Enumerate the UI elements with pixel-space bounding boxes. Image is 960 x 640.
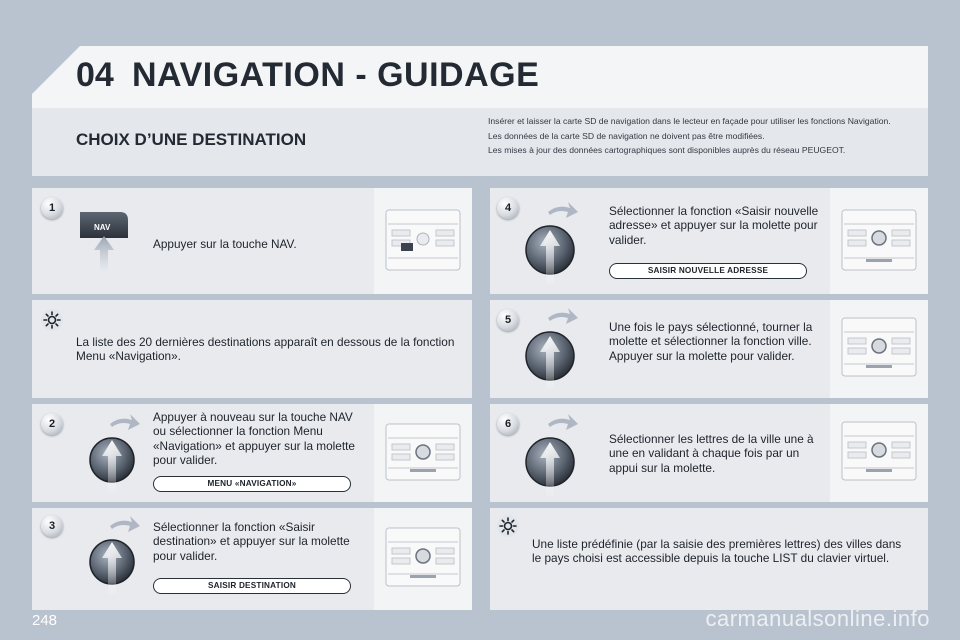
saisir-nouvelle-adresse-label: SAISIR NOUVELLE ADRESSE — [609, 263, 807, 279]
page-title: NAVIGATION - GUIDAGE — [132, 56, 540, 94]
step-number-badge: 3 — [41, 515, 63, 537]
radio-illustration — [374, 508, 472, 610]
rotary-knob-icon — [518, 196, 582, 286]
intro-note — [488, 114, 908, 158]
radio-illustration — [830, 188, 928, 294]
radio-unit-icon — [374, 188, 472, 294]
section-title: CHOIX D’UNE DESTINATION — [76, 130, 307, 149]
chapter-number: 04 — [76, 56, 114, 94]
step-4-text: Sélectionner la fonction «Saisir nouvelle adresse» et appuyer sur la molette pour valider. — [609, 204, 819, 247]
radio-illustration — [374, 404, 472, 502]
step-3-text: Sélectionner la fonction «Saisir destination» et appuyer sur la molette pour valider. — [153, 520, 350, 563]
svg-text:NAV: NAV — [94, 223, 111, 232]
intro-line: Insérer et laisser la carte SD de navigation dans le lecteur en façade pour utiliser les fonctions Navigation. — [488, 116, 891, 126]
step-number-badge: 6 — [497, 413, 519, 435]
radio-illustration — [830, 404, 928, 502]
rotary-knob-icon — [80, 410, 144, 496]
step-number-badge: 4 — [497, 197, 519, 219]
rotary-knob-icon — [80, 512, 144, 598]
rotary-knob-icon — [518, 302, 582, 392]
step-6-text: Sélectionner les lettres de la ville une à une en validant à chaque fois par un appui sur la molette. — [609, 432, 814, 475]
radio-unit-icon — [830, 300, 928, 398]
page-number: 248 — [32, 612, 58, 629]
step-number-badge: 5 — [497, 309, 519, 331]
watermark: carmanualsonline.info — [705, 606, 930, 631]
intro-line: Les mises à jour des données cartographiques sont disponibles auprès du réseau PEUGEOT. — [488, 145, 846, 155]
nav-key-icon — [76, 208, 140, 272]
tip-1-text: La liste des 20 dernières destinations apparaît en dessous de la fonction Menu «Navigation». — [76, 335, 455, 364]
rotary-knob-icon — [518, 408, 582, 498]
radio-unit-icon — [374, 508, 472, 610]
step-2-text: Appuyer à nouveau sur la touche NAV ou sélectionner la fonction Menu «Navigation» et appuyer sur la molette pour valider. — [153, 410, 355, 467]
radio-unit-icon — [830, 188, 928, 294]
step-1-text: Appuyer sur la touche NAV. — [153, 237, 297, 251]
radio-unit-icon — [830, 404, 928, 502]
radio-illustration — [830, 300, 928, 398]
intro-line: Les données de la carte SD de navigation ne doivent pas être modifiées. — [488, 130, 765, 141]
tip-2-text: Une liste prédéfinie (par la saisie des premières lettres) des villes dans le pays choisi est accessible depuis la touche LIST du clavier virtuel. — [532, 537, 902, 566]
tip-lightbulb-icon — [497, 515, 519, 537]
saisir-destination-label: SAISIR DESTINATION — [153, 578, 351, 594]
step-5-text: Une fois le pays sélectionné, tourner la molette et sélectionner la fonction ville. Appuyer sur la molette pour valider. — [609, 320, 813, 363]
radio-unit-icon — [374, 404, 472, 502]
step-number-badge: 1 — [41, 197, 63, 219]
radio-illustration — [374, 188, 472, 294]
step-number-badge: 2 — [41, 413, 63, 435]
tip-lightbulb-icon — [41, 309, 63, 331]
menu-navigation-label: MENU «NAVIGATION» — [153, 476, 351, 492]
